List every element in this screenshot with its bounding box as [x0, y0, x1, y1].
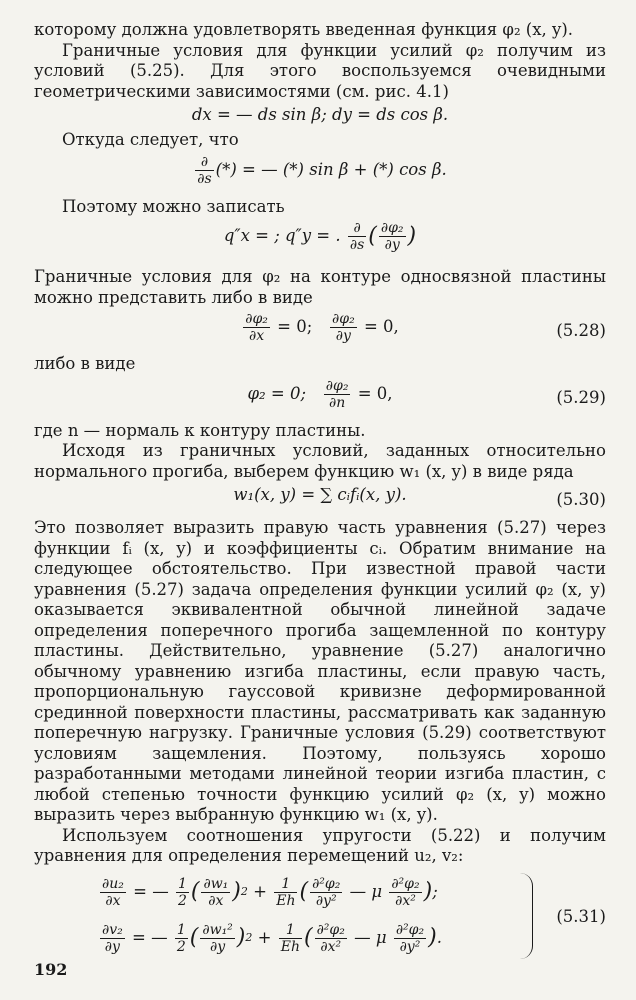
eq-5-28-a: = 0;: [277, 317, 313, 336]
eq-5-30-text: w₁(x, y) = ∑ cᵢfᵢ(x, y).: [233, 485, 407, 504]
equation-derivative: $\frac{\partial}{\partial s}$ (*) = — (*) sin β + (*) cos β.: [197, 153, 447, 187]
paragraph: Граничные условия для φ₂ на контуре односвязной пластины можно представить либо в виде: [34, 267, 606, 307]
paragraph: Граничные условия для функции усилий φ₂ получим из условий (5.25). Для этого воспользуемся очевидными геометрическими зависимостями (см. рис. 4.1): [34, 40, 606, 101]
equation-number: (5.29): [556, 387, 606, 407]
equation-dv2: $\frac{\text{∂v₂}}{\partial y}$ = — $\frac{1}{2}$ ( $\frac{\text{∂w₁²}}{\partial y}$ ) 2 + $\frac{1}{Eh}$ ( $\frac{\text{∂²φ₂}}{\text{∂x²}}$ — μ $\frac{\text{∂²φ₂}}{\text{∂y²}}$ ) .: [102, 922, 442, 955]
equation-du2: $\frac{\text{∂u₂}}{\partial x}$ = — $\frac{1}{2}$ ( $\frac{\text{∂w₁}}{\partial x}$ ) 2 + $\frac{1}{Eh}$ ( $\frac{\text{∂²φ₂}}{\text{∂y²}}$ — μ $\frac{\text{∂²φ₂}}{\text{∂x²}}$ ) ;: [102, 876, 438, 909]
eq-5-29-a: φ₂ = 0;: [247, 383, 307, 403]
equation-number: (5.30): [556, 489, 606, 509]
equation-q-text: q″x = ; q″y = .: [223, 226, 341, 245]
page-body: [34, 20, 606, 963]
paragraph: Откуда следует, что: [62, 130, 239, 149]
equation-5-28: $\frac{\text{∂φ₂}}{\partial x}$ = 0; $\frac{\text{∂φ₂}}{\partial y}$ = 0, (5.28): [245, 311, 606, 344]
brace: [520, 873, 533, 959]
paragraph: Поэтому можно записать: [62, 196, 285, 216]
paragraph: либо в виде: [34, 354, 136, 373]
eq-5-28-b: = 0,: [363, 317, 399, 336]
equation-system-5-31: [34, 871, 606, 963]
equation-number: (5.28): [556, 320, 606, 340]
eq-5-29-b: = 0,: [357, 383, 393, 403]
paragraph: Используем соотношения упругости (5.22) и получим уравнения для определения перемещений u₂, v₂:: [34, 825, 606, 865]
equation-q: q″x = ; q″y = . $\frac{\partial}{\partial s}$ ( $\frac{\text{∂φ₂}}{\partial y}$ ): [223, 220, 417, 253]
paragraph: Исходя из граничных условий, заданных относительно нормального прогиба, выберем функцию w₁ (x, y) в виде ряда: [34, 441, 606, 481]
equation-derivative-text: (*) = — (*) sin β + (*) cos β.: [215, 159, 447, 179]
paragraph: которому должна удовлетворять введенная функция φ₂ (x, y).: [34, 20, 574, 39]
equation-geometry: dx = — ds sin β; dy = ds cos β.: [191, 105, 449, 124]
paragraph: Это позволяет выразить правую часть уравнения (5.27) через функции fᵢ (x, y) и коэффициенты cᵢ. Обратим внимание на следующее обстоятельство. При известной правой части уравнения (5.27) задача определения функции усилий φ₂ (x, y) оказывается эквивалентной обычной линейной задаче определения поперечного прогиба защемленной по контуру пластины. Действительно, уравнение (5.27) аналогично обычному уравнению изгиба пластины, если правую часть, пропорциональную гауссовой кривизне деформированной срединной поверхности пластины, рассматривать как заданную поперечную нагрузку. Граничные условия (5.29) соответствуют условиям защемления. Поэтому, пользуясь хорошо разработанными методами линейной теории изгиба пластин, с любой степенью точности функцию усилий φ₂ (x, y) можно выразить через выбранную функцию w₁ (x, y).: [34, 518, 606, 824]
equation-number: (5.31): [556, 906, 606, 926]
equation-5-29: φ₂ = 0; $\frac{\text{∂φ₂}}{\partial n}$ = 0, (5.29): [247, 377, 606, 411]
page-number: 192: [34, 960, 68, 979]
paragraph: где n — нормаль к контуру пластины.: [34, 420, 366, 440]
equation-5-30: [34, 485, 606, 515]
